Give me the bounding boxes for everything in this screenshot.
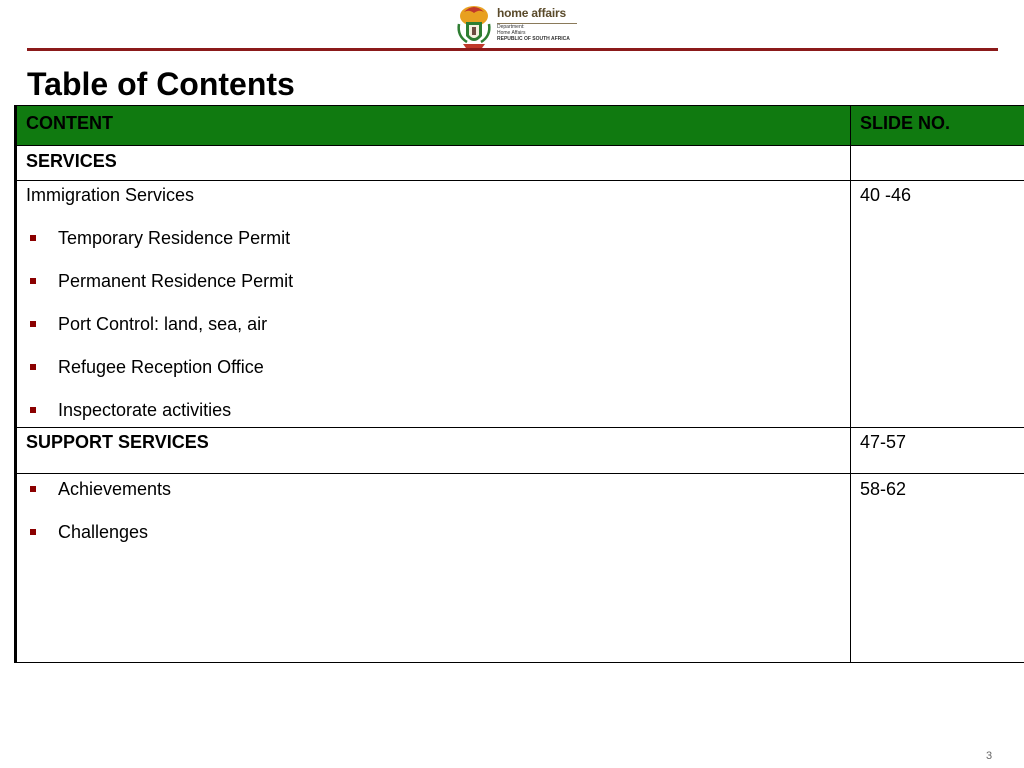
achievements-bullets — [26, 479, 842, 543]
immigration-cell — [16, 181, 851, 428]
page-title: Table of Contents — [27, 66, 295, 102]
logo-dept-line-2: Home Affairs — [497, 30, 526, 36]
square-bullet-icon — [30, 486, 36, 492]
table-row — [16, 146, 1024, 181]
list-item — [26, 479, 842, 500]
logo-dept-line-1: Department: — [497, 24, 525, 30]
list-item — [26, 314, 842, 335]
list-item — [26, 271, 842, 292]
achievements-cell — [16, 474, 851, 663]
square-bullet-icon — [30, 364, 36, 370]
list-item — [26, 228, 842, 249]
slide-no-achievements: 58-62 — [851, 474, 1024, 663]
section-support-services: SUPPORT SERVICES — [16, 428, 851, 474]
list-item — [26, 357, 842, 378]
logo-brand-text: home affairs — [497, 6, 566, 20]
list-item-text: Inspectorate activities — [58, 400, 232, 420]
slide-no-support: 47-57 — [851, 428, 1024, 474]
list-item-text: Permanent Residence Permit — [58, 271, 294, 291]
header-slide-no: SLIDE NO. — [851, 106, 1024, 146]
section-services: SERVICES — [16, 146, 851, 181]
square-bullet-icon — [30, 321, 36, 327]
table-row — [16, 428, 1024, 474]
header-rule — [27, 48, 998, 51]
page-number: 3 — [986, 750, 993, 762]
logo-dept-line-3: REPUBLIC OF SOUTH AFRICA — [497, 36, 570, 42]
square-bullet-icon — [30, 278, 36, 284]
immigration-label: Immigration Services — [26, 185, 195, 205]
list-item-text: Port Control: land, sea, air — [58, 314, 268, 334]
list-item — [26, 400, 842, 421]
square-bullet-icon — [30, 235, 36, 241]
square-bullet-icon — [30, 407, 36, 413]
header-content: CONTENT — [16, 106, 851, 146]
list-item-text: Challenges — [58, 522, 149, 542]
table-row — [16, 181, 1024, 428]
immigration-bullets — [26, 228, 842, 421]
contents-table — [14, 105, 1024, 663]
list-item — [26, 522, 842, 543]
slide-no-immigration: 40 -46 — [851, 181, 1024, 428]
square-bullet-icon — [30, 529, 36, 535]
home-affairs-logo — [455, 4, 585, 50]
slide-no-services — [851, 146, 1024, 181]
list-item-text: Achievements — [58, 479, 172, 499]
table-header-row — [16, 106, 1024, 146]
coat-of-arms-icon — [455, 4, 493, 50]
list-item-text: Temporary Residence Permit — [58, 228, 291, 248]
table-row — [16, 474, 1024, 663]
list-item-text: Refugee Reception Office — [58, 357, 264, 377]
